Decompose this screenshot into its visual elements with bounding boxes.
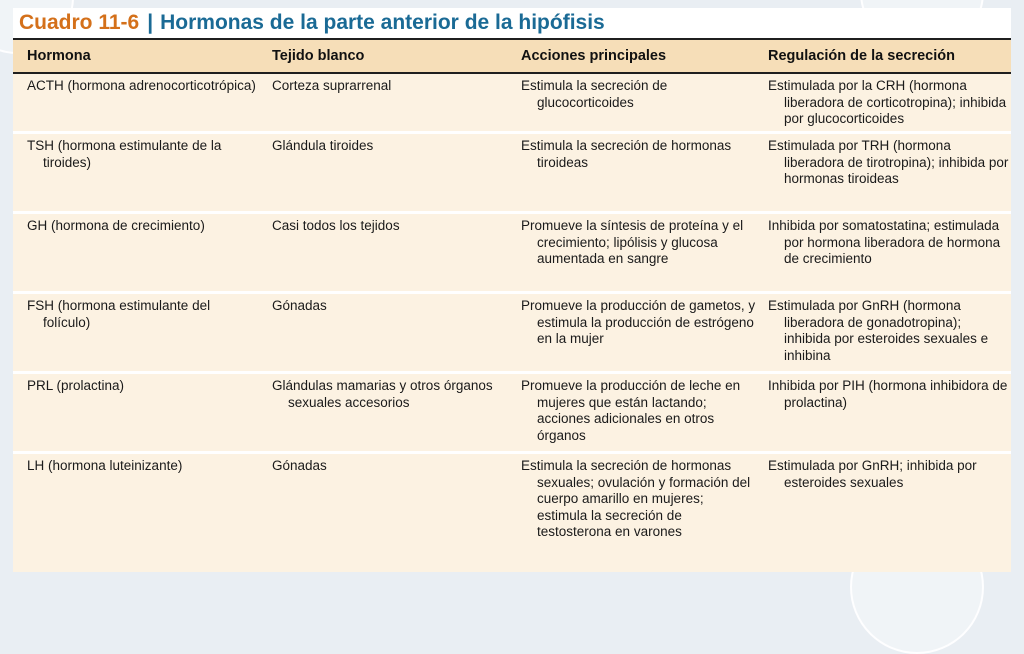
table-row	[13, 134, 1011, 214]
cell-tejido: Glándula tiroides	[272, 138, 374, 153]
cell-hormona: GH (hormona de crecimiento)	[27, 218, 205, 233]
cell-hormona: TSH (hormona estimulante de la tiroides)	[27, 138, 222, 170]
table-caption: Hormonas de la parte anterior de la hipófisis	[160, 11, 605, 34]
cell-hormona: ACTH (hormona adrenocorticotrópica)	[27, 78, 256, 93]
cell-acciones: Estimula la secreción de hormonas sexuales; ovulación y formación del cuerpo amarillo en mujeres; estimula la secreción de testosterona en varones	[521, 458, 751, 539]
table-row	[13, 74, 1011, 134]
cell-hormona: LH (hormona luteinizante)	[27, 458, 183, 473]
table-row	[13, 374, 1011, 454]
cell-regulacion: Estimulada por GnRH; inhibida por esteroides sexuales	[768, 458, 977, 490]
cell-acciones: Promueve la síntesis de proteína y el crecimiento; lipólisis y glucosa aumentada en sangre	[521, 218, 744, 266]
cell-tejido: Gónadas	[272, 298, 327, 313]
cell-hormona: FSH (hormona estimulante del folículo)	[27, 298, 211, 330]
header-acciones: Acciones principales	[521, 48, 667, 64]
table-row	[13, 214, 1011, 294]
cell-regulacion: Estimulada por TRH (hormona liberadora de tirotropina); inhibida por hormonas tiroideas	[768, 138, 1009, 186]
cell-acciones: Promueve la producción de gametos, y estimula la producción de estrógeno en la mujer	[521, 298, 756, 346]
header-tejido-blanco: Tejido blanco	[272, 48, 365, 64]
cell-regulacion: Estimulada por GnRH (hormona liberadora de gonadotropina); inhibida por esteroides sexuales e inhibina	[768, 298, 989, 363]
cell-acciones: Estimula la secreción de glucocorticoides	[521, 78, 668, 110]
title-separator: |	[147, 11, 154, 34]
table-card	[13, 8, 1011, 570]
cell-hormona: PRL (prolactina)	[27, 378, 125, 393]
cell-tejido: Gónadas	[272, 458, 327, 473]
header-regulacion: Regulación de la secreción	[768, 48, 955, 64]
cell-tejido: Casi todos los tejidos	[272, 218, 400, 233]
table-title	[13, 8, 1011, 38]
cell-tejido: Glándulas mamarias y otros órganos sexuales accesorios	[272, 378, 493, 410]
cell-acciones: Promueve la producción de leche en mujeres que están lactando; acciones adicionales en otros órganos	[521, 378, 741, 443]
header-hormona: Hormona	[27, 48, 91, 64]
cell-regulacion: Estimulada por la CRH (hormona liberadora de corticotropina); inhibida por glucocorticoides	[768, 78, 1007, 126]
cell-acciones: Estimula la secreción de hormonas tiroideas	[521, 138, 732, 170]
table-body	[13, 74, 1011, 572]
table-header	[13, 38, 1011, 74]
cell-regulacion: Inhibida por PIH (hormona inhibidora de prolactina)	[768, 378, 1008, 410]
cell-regulacion: Inhibida por somatostatina; estimulada por hormona liberadora de hormona de crecimiento	[768, 218, 1001, 266]
cell-tejido: Corteza suprarrenal	[272, 78, 392, 93]
table-row	[13, 294, 1011, 374]
table-number: Cuadro 11-6	[19, 11, 140, 34]
table-row	[13, 454, 1011, 572]
